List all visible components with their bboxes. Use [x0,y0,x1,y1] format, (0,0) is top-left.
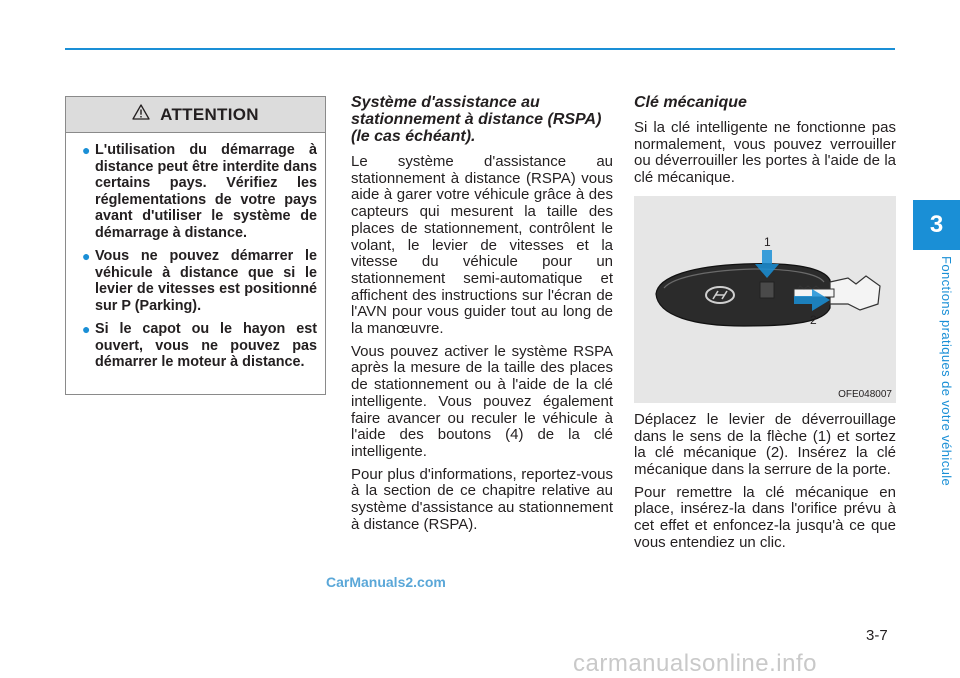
mechanical-key-paragraph: Pour remettre la clé mécanique en place, insérez-la dans l'orifice prévu à cet effet et enfoncez-la jusqu'à ce que vous entendiez un clic. [634,483,896,551]
rspa-paragraph: Pour plus d'informations, reportez-vous à la section de ce chapitre relative au système d'assistance au stationnement à distance (RSPA). [351,465,613,533]
callout-1: 1 [764,234,771,249]
chapter-number: 3 [929,211,944,238]
smart-key-illustration [634,196,896,403]
watermark-carmanualsonline: carmanualsonline.info [573,650,817,677]
callout-2: 2 [810,312,817,327]
bullet-icon: ● [82,248,91,264]
watermark-carmanuals2[interactable]: CarManuals2.com [326,574,446,590]
rspa-section [351,94,613,539]
mechanical-key-paragraph: Déplacez le levier de déverrouillage dans le sens de la flèche (1) et sortez la clé mécanique (2). Insérez la clé mécanique dans la serrure de la porte. [634,410,896,478]
attention-title: ATTENTION [160,104,259,124]
attention-header [66,97,325,133]
page-number: 3-7 [866,627,888,644]
warning-icon [132,104,150,125]
bullet-icon: ● [82,142,91,158]
attention-item: ● Vous ne pouvez démarrer le véhicule à distance que si le levier de vitesses est positionné sur P (Parking). [82,248,317,314]
attention-list [66,133,325,371]
attention-item: ● Si le capot ou le hayon est ouvert, vous ne pouvez pas démarrer le moteur à distance. [82,321,317,370]
bullet-icon: ● [82,321,91,337]
chapter-title: Fonctions pratiques de votre véhicule [939,256,954,487]
attention-item: ● L'utilisation du démarrage à distance peut être interdite dans certains pays. Vérifiez les réglementations de votre pays avant d'utiliser le système de démarrage à distance. [82,142,317,241]
mechanical-key-intro: Si la clé intelligente ne fonctionne pas normalement, vous pouvez verrouiller ou déverrouiller les portes à l'aide de la clé mécanique. [634,119,896,187]
rspa-paragraph: Vous pouvez activer le système RSPA après la mesure de la taille des places de stationnement ou à l'aide de la clé intelligente. Vous pouvez également faire avancer ou reculer le véhicule à l'aide des boutons (4) de la clé intelligente. [351,342,613,460]
figure-code: OFE048007 [838,388,892,400]
smart-key-drawing [634,196,896,403]
attention-box [65,96,326,395]
mechanical-key-heading: Clé mécanique [634,94,747,111]
mechanical-key-section [634,94,896,557]
rspa-heading: Système d'assistance au stationnement à distance (RSPA) (le cas échéant). [351,94,602,145]
top-rule [65,48,895,50]
rspa-paragraph: Le système d'assistance au stationnement à distance (RSPA) vous aide à garer votre véhicule grâce à des capteurs qui mesurent la taille des places de stationnement, contrôlent le volant, le levier de vitesses et la vitesse du véhicule pour un stationnement semi-automatique et affichent des instructions sur l'écran de l'AVN pour vous guider tout au long de la manœuvre. [351,153,613,338]
chapter-number-tab [913,200,960,250]
